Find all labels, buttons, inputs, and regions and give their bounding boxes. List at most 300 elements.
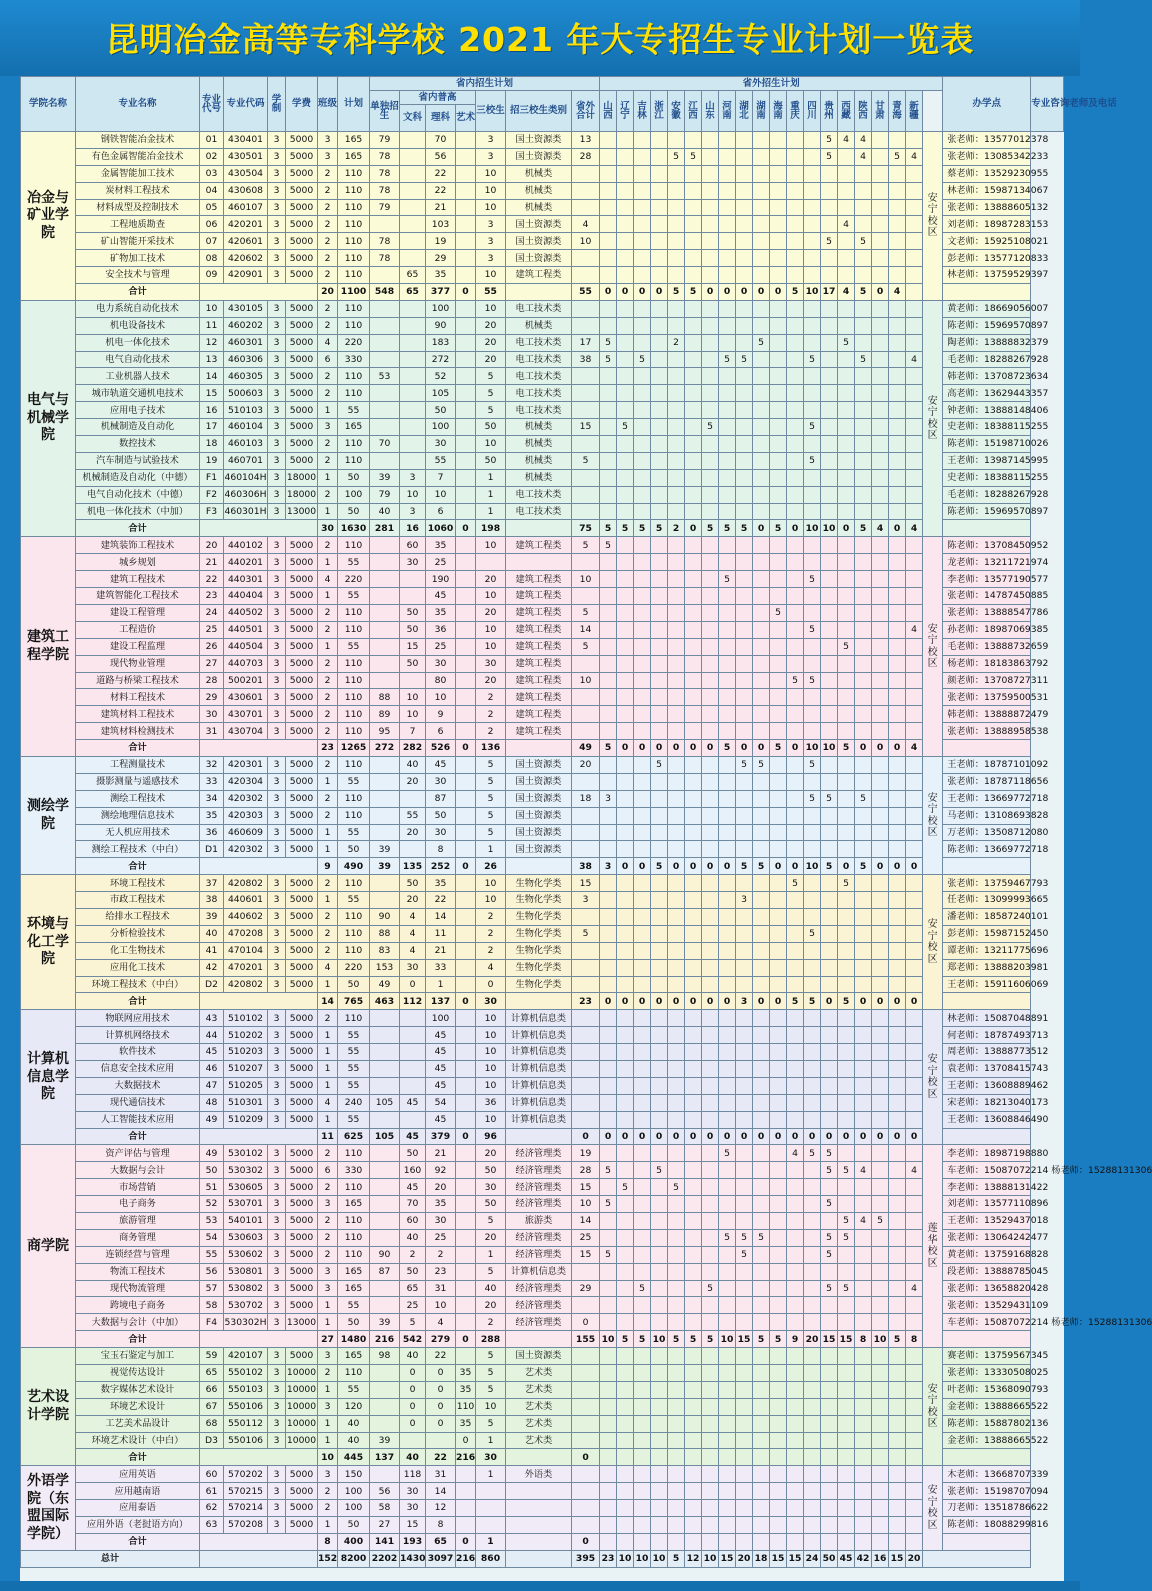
cell-province: 0 (787, 740, 804, 757)
cell-single (370, 1415, 400, 1432)
cell-years: 3 (268, 1111, 286, 1128)
cell-plan: 55 (338, 1381, 370, 1398)
cell-out-total: 28 (572, 1162, 600, 1179)
cell-province (804, 1500, 821, 1517)
cell-province (753, 503, 770, 520)
cell-province (753, 216, 770, 233)
cell-province (906, 436, 923, 453)
cell-li: 30 (426, 436, 456, 453)
cell-province (889, 1162, 906, 1179)
cell-major: 机械制造及自动化 (76, 419, 200, 436)
cell-single (370, 317, 400, 334)
cell-province: 10 (651, 1331, 668, 1348)
cell-province (872, 250, 889, 267)
cell-province: 0 (889, 520, 906, 537)
cell-province: 15 (719, 1550, 736, 1567)
college-name: 建筑工程学院 (21, 537, 76, 757)
cell-province (702, 267, 719, 284)
cell-province (719, 1415, 736, 1432)
cell-province (821, 1179, 838, 1196)
cell-province (838, 892, 855, 909)
cell-province (889, 1365, 906, 1382)
cell-province: 0 (651, 284, 668, 301)
cell-classes: 4 (318, 959, 338, 976)
cell-province (906, 773, 923, 790)
cell-province (617, 1246, 634, 1263)
cell-province (702, 1213, 719, 1230)
cell-province (634, 1415, 651, 1432)
cell-province (906, 1094, 923, 1111)
cell-three: 10 (476, 588, 506, 605)
cell-province (804, 469, 821, 486)
cell-province (804, 1094, 821, 1111)
cell-province (804, 1229, 821, 1246)
cell-province: 5 (804, 621, 821, 638)
cell-three: 50 (476, 1162, 506, 1179)
cell-province (838, 1483, 855, 1500)
cell-province (889, 638, 906, 655)
cell-province (906, 216, 923, 233)
cell-three: 1 (476, 1466, 506, 1483)
cell-province (753, 1449, 770, 1466)
cell-province (736, 976, 753, 993)
cell-province (634, 1449, 651, 1466)
cell-wen: 4 (400, 942, 426, 959)
cell-province (668, 908, 685, 925)
cell-li: 45 (426, 1060, 456, 1077)
cell-province (668, 976, 685, 993)
cell-province (668, 773, 685, 790)
cell-classes: 1 (318, 503, 338, 520)
cell-li: 377 (426, 284, 456, 301)
cell-province (821, 1314, 838, 1331)
cell-wen: 40 (400, 756, 426, 773)
cell-province (668, 1533, 685, 1550)
cell-province (838, 385, 855, 402)
cell-province (855, 1246, 872, 1263)
cell-province (804, 655, 821, 672)
cell-province (889, 841, 906, 858)
cell-province (736, 503, 753, 520)
cell-years: 3 (268, 604, 286, 621)
cell-province (753, 554, 770, 571)
cell-province (651, 892, 668, 909)
cell-province (600, 672, 617, 689)
cell-province (821, 892, 838, 909)
cell-province (668, 503, 685, 520)
cell-province (685, 1094, 702, 1111)
cell-single (370, 790, 400, 807)
cell-li: 2 (426, 1246, 456, 1263)
cell-province (702, 199, 719, 216)
cell-province (719, 1111, 736, 1128)
cell-province (821, 1466, 838, 1483)
cell-major-code: 420302 (224, 841, 268, 858)
cell-out-total: 15 (572, 1179, 600, 1196)
cell-major-code: 530603 (224, 1229, 268, 1246)
cell-province (838, 1111, 855, 1128)
cell-plan: 55 (338, 1044, 370, 1061)
cell-province (668, 452, 685, 469)
cell-province (753, 419, 770, 436)
cell-major: 应用外语（老挝语方向） (76, 1517, 200, 1534)
college-name: 电气与机械学院 (21, 300, 76, 536)
cell-province (838, 469, 855, 486)
cell-province (787, 554, 804, 571)
cell-major: 市场营销 (76, 1179, 200, 1196)
cell-major-code: 420301 (224, 756, 268, 773)
cell-province (617, 1060, 634, 1077)
cell-years: 3 (268, 1145, 286, 1162)
cell-major-code: 510203 (224, 1044, 268, 1061)
cell-province: 5 (736, 858, 753, 875)
cell-province: 0 (855, 993, 872, 1010)
cell-province (634, 689, 651, 706)
cell-single (370, 537, 400, 554)
cell-province (617, 706, 634, 723)
cell-code: 16 (200, 402, 224, 419)
cell-three-category: 经济管理类 (506, 1229, 572, 1246)
cell-classes: 2 (318, 165, 338, 182)
cell-province (838, 621, 855, 638)
cell-province: 15 (889, 1550, 906, 1567)
cell-plan: 110 (338, 1213, 370, 1230)
cell-province: 5 (736, 1246, 753, 1263)
cell-major-code: 460104H (224, 469, 268, 486)
cell-province (821, 1297, 838, 1314)
cell-province (821, 841, 838, 858)
cell-province (855, 807, 872, 824)
cell-province (617, 1196, 634, 1213)
cell-single: 79 (370, 199, 400, 216)
cell-province (702, 1111, 719, 1128)
cell-province (906, 1533, 923, 1550)
cell-province (719, 317, 736, 334)
cell-province (889, 1027, 906, 1044)
header-prov-guizhou: 贵州 (821, 91, 838, 132)
cell-province: 2 (668, 334, 685, 351)
cell-province (821, 942, 838, 959)
cell-contact: 林老师：15987134067 (943, 182, 1031, 199)
table-row (21, 959, 1064, 976)
cell-art (456, 723, 476, 740)
cell-province: 5 (821, 1280, 838, 1297)
cell-province: 0 (617, 858, 634, 875)
cell-province: 5 (855, 233, 872, 250)
cell-province (906, 1213, 923, 1230)
cell-wen: 1430 (400, 1550, 426, 1567)
cell-code: 29 (200, 689, 224, 706)
cell-province (651, 469, 668, 486)
header-contact: 专业咨询老师及电话 (1031, 77, 1064, 132)
cell-major: 连锁经营与管理 (76, 1246, 200, 1263)
cell-province: 0 (838, 1128, 855, 1145)
subtotal-label: 合计 (76, 740, 200, 757)
cell-province: 0 (838, 858, 855, 875)
cell-contact: 陈老师：13669772718 (943, 841, 1031, 858)
cell-province (906, 1010, 923, 1027)
cell-province (600, 199, 617, 216)
cell-major-code: 430501 (224, 148, 268, 165)
cell-province (906, 1483, 923, 1500)
cell-province (906, 1263, 923, 1280)
cell-province (889, 908, 906, 925)
cell-province (702, 1432, 719, 1449)
header-fee: 学费 (286, 77, 318, 132)
cell-province: 5 (804, 756, 821, 773)
cell-art (456, 1246, 476, 1263)
header-classes: 班级 (318, 77, 338, 132)
cell-art (456, 1145, 476, 1162)
cell-classes: 2 (318, 486, 338, 503)
cell-major-code: 430401 (224, 132, 268, 149)
cell-classes: 3 (318, 419, 338, 436)
cell-province (668, 689, 685, 706)
cell-three-category: 生物化学类 (506, 925, 572, 942)
cell-province (600, 976, 617, 993)
cell-out-total: 15 (572, 419, 600, 436)
cell-single: 272 (370, 740, 400, 757)
cell-li: 7 (426, 469, 456, 486)
cell-province (600, 655, 617, 672)
cell-code: 15 (200, 385, 224, 402)
cell-province (634, 402, 651, 419)
cell-out-total: 18 (572, 790, 600, 807)
cell-li (426, 1432, 456, 1449)
cell-province (838, 1077, 855, 1094)
cell-code: 43 (200, 1010, 224, 1027)
cell-out-total: 10 (572, 672, 600, 689)
cell-province (634, 604, 651, 621)
cell-out-total (572, 1263, 600, 1280)
cell-fee: 5000 (286, 655, 318, 672)
cell-province (821, 1027, 838, 1044)
cell-province (821, 689, 838, 706)
cell-province (889, 1280, 906, 1297)
cell-province (651, 875, 668, 892)
cell-province (872, 790, 889, 807)
table-row (21, 1415, 1064, 1432)
cell-wen (400, 571, 426, 588)
grand-total-label: 总计 (21, 1550, 200, 1567)
cell-province (889, 368, 906, 385)
cell-province (770, 250, 787, 267)
cell-province (770, 588, 787, 605)
cell-province (855, 486, 872, 503)
cell-province (634, 300, 651, 317)
cell-province (804, 773, 821, 790)
cell-province (702, 1060, 719, 1077)
cell-province: 5 (668, 284, 685, 301)
cell-province (600, 250, 617, 267)
cell-three-category: 国土资源类 (506, 148, 572, 165)
cell-province (906, 824, 923, 841)
header-prov-sichuan: 四川 (804, 91, 821, 132)
cell-classes: 2 (318, 436, 338, 453)
cell-province (872, 1533, 889, 1550)
cell-province (719, 1500, 736, 1517)
cell-province: 15 (838, 1331, 855, 1348)
cell-three-category: 国土资源类 (506, 841, 572, 858)
cell-plan: 120 (338, 1398, 370, 1415)
header-li: 理科 (426, 105, 456, 132)
table-row (21, 1196, 1064, 1213)
cell-three: 2 (476, 908, 506, 925)
cell-province (770, 908, 787, 925)
cell-three: 10 (476, 621, 506, 638)
cell-province (787, 1111, 804, 1128)
cell-contact: 赛老师：13759567345 (943, 1348, 1031, 1365)
cell-province (617, 1517, 634, 1534)
cell-out-total: 10 (572, 571, 600, 588)
cell-out-total: 49 (572, 740, 600, 757)
cell-li: 9 (426, 706, 456, 723)
cell-province (804, 216, 821, 233)
cell-province (804, 1196, 821, 1213)
cell-years: 3 (268, 486, 286, 503)
cell-province (719, 1246, 736, 1263)
cell-province (634, 469, 651, 486)
cell-years: 3 (268, 469, 286, 486)
cell-province (804, 1263, 821, 1280)
cell-major-code: 530302H (224, 1314, 268, 1331)
cell-major: 现代通信技术 (76, 1094, 200, 1111)
cell-wen: 30 (400, 959, 426, 976)
header-major-code: 专业代码 (224, 77, 268, 132)
cell-province (889, 1060, 906, 1077)
cell-province (770, 182, 787, 199)
cell-province: 0 (770, 284, 787, 301)
cell-province (821, 216, 838, 233)
cell-province (889, 1483, 906, 1500)
cell-years: 3 (268, 1297, 286, 1314)
cell-province (770, 621, 787, 638)
cell-three: 96 (476, 1128, 506, 1145)
cell-three-category: 经济管理类 (506, 1162, 572, 1179)
cell-single (370, 554, 400, 571)
cell-province (855, 1280, 872, 1297)
cell-province (600, 875, 617, 892)
cell-province: 0 (600, 284, 617, 301)
cell-province (838, 1365, 855, 1382)
cell-province (838, 824, 855, 841)
cell-province (668, 588, 685, 605)
cell-wen: 160 (400, 1162, 426, 1179)
cell-province: 5 (804, 419, 821, 436)
cell-out-total: 10 (572, 233, 600, 250)
cell-plan: 1630 (338, 520, 370, 537)
cell-province: 0 (753, 520, 770, 537)
cell-province (906, 233, 923, 250)
cell-major: 分析检验技术 (76, 925, 200, 942)
cell-province: 5 (719, 520, 736, 537)
cell-three-category: 建筑工程类 (506, 571, 572, 588)
cell-years: 3 (268, 756, 286, 773)
cell-province (753, 1196, 770, 1213)
cell-province (651, 452, 668, 469)
cell-fee: 5000 (286, 1111, 318, 1128)
cell-province (634, 875, 651, 892)
cell-plan: 50 (338, 841, 370, 858)
cell-province (600, 824, 617, 841)
cell-province (719, 233, 736, 250)
cell-major-code: 570208 (224, 1517, 268, 1534)
cell-province (855, 875, 872, 892)
cell-li: 80 (426, 672, 456, 689)
cell-province (838, 773, 855, 790)
cell-province (702, 452, 719, 469)
cell-province (872, 706, 889, 723)
table-row (21, 402, 1064, 419)
cell-province (719, 385, 736, 402)
cell-province (736, 1196, 753, 1213)
cell-province (821, 250, 838, 267)
cell-out-total: 13 (572, 132, 600, 149)
cell-out-total (572, 773, 600, 790)
cell-major: 宝玉石鉴定与加工 (76, 1348, 200, 1365)
header-prov-shaanxi: 陕西 (855, 91, 872, 132)
cell-province (617, 1010, 634, 1027)
cell-contact: 陈老师：15969570897 (943, 503, 1031, 520)
cell-province (685, 723, 702, 740)
cell-code: 39 (200, 908, 224, 925)
cell-province (770, 1196, 787, 1213)
cell-three: 1 (476, 841, 506, 858)
cell-li: 21 (426, 942, 456, 959)
cell-province (804, 402, 821, 419)
cell-province (719, 452, 736, 469)
cell-major: 工程测量技术 (76, 756, 200, 773)
cell-fee: 5000 (286, 1213, 318, 1230)
cell-province (787, 756, 804, 773)
cell-province (719, 621, 736, 638)
cell-province (906, 1449, 923, 1466)
cell-province (634, 334, 651, 351)
cell-province (651, 1077, 668, 1094)
cell-province (770, 452, 787, 469)
cell-wen (400, 588, 426, 605)
cell-province (821, 1263, 838, 1280)
cell-classes: 3 (318, 1466, 338, 1483)
cell-province (906, 1365, 923, 1382)
cell-province (685, 1280, 702, 1297)
cell-province: 5 (838, 1213, 855, 1230)
cell-three-category: 艺术类 (506, 1381, 572, 1398)
cell-major-code: 470201 (224, 959, 268, 976)
cell-province: 5 (821, 858, 838, 875)
cell-province (651, 317, 668, 334)
cell-province (736, 588, 753, 605)
cell-li: 30 (426, 773, 456, 790)
cell-province (651, 925, 668, 942)
cell-province (770, 875, 787, 892)
cell-plan: 55 (338, 638, 370, 655)
cell-three-category: 国土资源类 (506, 773, 572, 790)
cell-fee: 5000 (286, 1196, 318, 1213)
cell-province: 5 (753, 334, 770, 351)
cell-province (685, 267, 702, 284)
cell-contact: 张老师：13577012378 (943, 132, 1031, 149)
cell-province (668, 1500, 685, 1517)
cell-out-total: 75 (572, 520, 600, 537)
cell-province (753, 1483, 770, 1500)
cell-province: 5 (855, 858, 872, 875)
cell-province (753, 706, 770, 723)
cell-province (702, 1533, 719, 1550)
cell-province (872, 1432, 889, 1449)
cell-fee: 5000 (286, 267, 318, 284)
cell-province: 0 (770, 858, 787, 875)
